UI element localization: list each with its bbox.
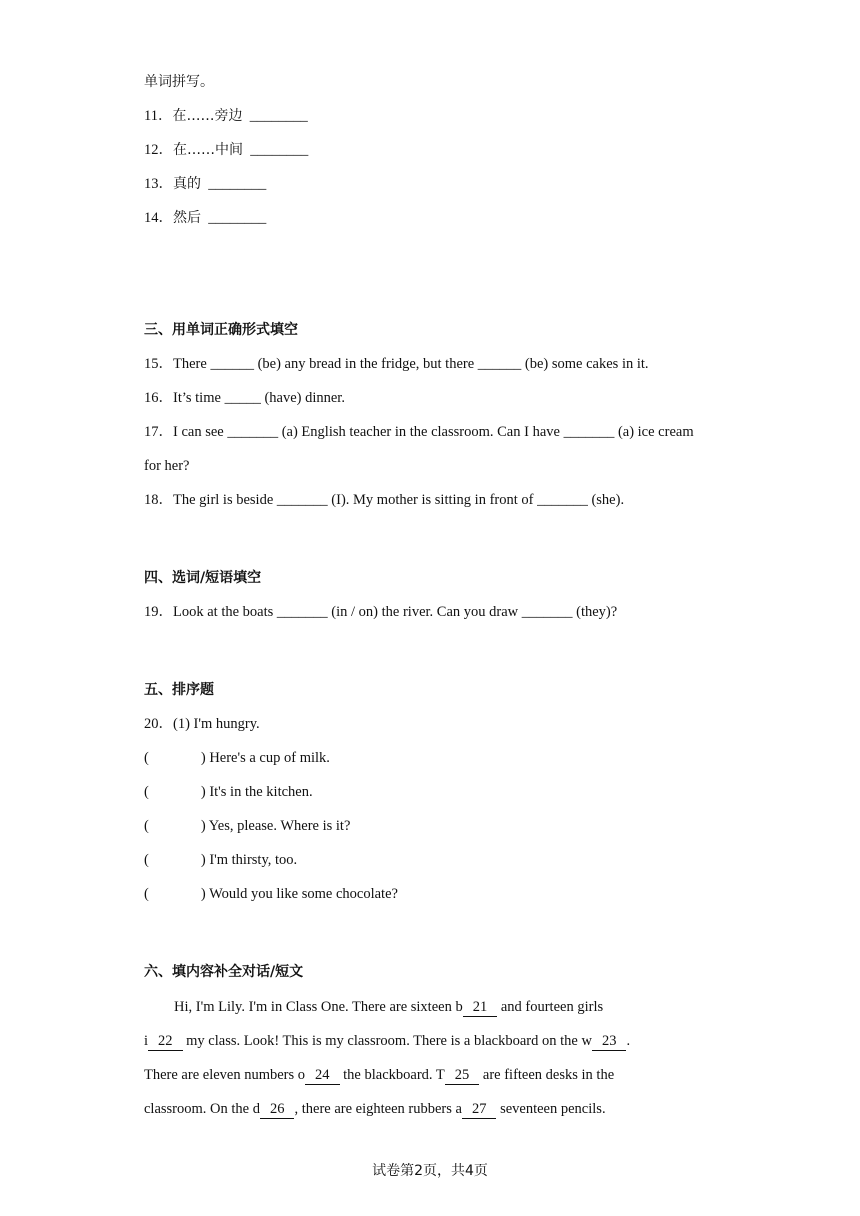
answer-blank[interactable]: _______	[563, 424, 615, 440]
close-paren: )	[200, 784, 206, 800]
ordering-item-text: I'm thirsty, too.	[209, 852, 298, 868]
passage-text: and fourteen girls	[500, 999, 604, 1015]
question-text: (she).	[591, 492, 625, 508]
question-text: (I). My mother is sitting in front of	[331, 492, 534, 508]
question-text: The girl is beside	[173, 492, 274, 508]
question-text: (have) dinner.	[264, 390, 345, 406]
passage-text: , there are eighteen rubbers a	[294, 1101, 462, 1117]
answer-blank[interactable]: _______	[276, 492, 328, 508]
cloze-blank-24[interactable]: 24	[305, 1066, 340, 1085]
answer-blank[interactable]: _______	[276, 604, 328, 620]
cloze-line-4	[144, 1099, 606, 1119]
question-text: 真的	[173, 176, 201, 192]
question-text: (be) some cakes in it.	[524, 356, 649, 372]
cloze-blank-27[interactable]: 27	[462, 1100, 497, 1119]
question-text: 然后	[173, 210, 201, 226]
open-paren: (	[144, 818, 149, 834]
question-text: 在……旁边	[172, 108, 243, 124]
passage-text: seventeen pencils.	[500, 1101, 606, 1117]
question-16	[144, 388, 345, 408]
passage-text: my class. Look! This is my classroom. There is a blackboard on the w	[186, 1033, 592, 1049]
passage-text: the blackboard. T	[343, 1067, 445, 1083]
ordering-item-text: Would you like some chocolate?	[209, 886, 398, 902]
close-paren: )	[200, 750, 206, 766]
question-19	[144, 602, 617, 622]
section-heading-spelling: 单词拼写。	[144, 74, 214, 90]
passage-text: .	[626, 1033, 631, 1049]
question-number: 13．	[144, 176, 173, 192]
question-number: 19．	[144, 604, 173, 620]
question-text: (in / on) the river. Can you draw	[331, 604, 519, 620]
cloze-line-2	[144, 1031, 630, 1051]
question-20	[144, 714, 260, 734]
question-15	[144, 354, 649, 374]
question-text: It’s time	[173, 390, 221, 406]
section-heading-word-forms: 三、用单词正确形式填空	[144, 322, 298, 338]
passage-text: Hi, I'm Lily. I'm in Class One. There are sixteen b	[174, 999, 463, 1015]
question-text: (they)?	[576, 604, 618, 620]
cloze-blank-26[interactable]: 26	[260, 1100, 295, 1119]
page-footer: 试卷第2页，共4页	[372, 1163, 488, 1179]
ordering-item	[144, 816, 350, 836]
question-number: 11．	[144, 108, 173, 124]
cloze-blank-21[interactable]: 21	[463, 998, 498, 1017]
question-12	[144, 140, 308, 160]
answer-blank[interactable]: _____	[224, 390, 261, 406]
answer-blank[interactable]: ________	[250, 142, 309, 158]
question-text: 在……中间	[173, 142, 243, 158]
ordering-item	[144, 748, 330, 768]
answer-blank[interactable]: ________	[208, 210, 267, 226]
question-11	[144, 106, 308, 126]
answer-blank[interactable]: _______	[227, 424, 279, 440]
passage-text: classroom. On the d	[144, 1101, 260, 1117]
answer-blank[interactable]: ________	[249, 108, 308, 124]
open-paren: (	[144, 852, 149, 868]
cloze-blank-23[interactable]: 23	[592, 1032, 627, 1051]
question-text: (1) I'm hungry.	[173, 716, 260, 732]
open-paren: (	[144, 886, 149, 902]
question-18	[144, 490, 624, 510]
passage-text: There are eleven numbers o	[144, 1067, 306, 1083]
question-text: (a) ice cream	[617, 424, 694, 440]
open-paren: (	[144, 784, 149, 800]
answer-blank[interactable]: ________	[208, 176, 267, 192]
question-number: 15．	[144, 356, 173, 372]
question-number: 14．	[144, 210, 173, 226]
ordering-item-text: Here's a cup of milk.	[209, 750, 330, 766]
question-text: I can see	[173, 424, 224, 440]
close-paren: )	[200, 852, 206, 868]
answer-blank[interactable]: _______	[537, 492, 588, 508]
ordering-item-text: It's in the kitchen.	[209, 784, 313, 800]
section-heading-cloze: 六、填内容补全对话/短文	[144, 964, 304, 980]
open-paren: (	[144, 750, 149, 766]
passage-text: are fifteen desks in the	[482, 1067, 615, 1083]
cloze-line-3	[144, 1065, 614, 1085]
question-17-continued: for her?	[144, 458, 190, 474]
question-number: 20．	[144, 716, 173, 732]
answer-blank[interactable]: ______	[210, 356, 254, 372]
question-text: (a) English teacher in the classroom. Can I have	[281, 424, 560, 440]
question-number: 16．	[144, 390, 173, 406]
ordering-item	[144, 850, 297, 870]
question-text: Look at the boats	[173, 604, 274, 620]
question-13	[144, 174, 266, 194]
ordering-item-text: Yes, please. Where is it?	[208, 818, 351, 834]
cloze-line-1	[174, 997, 603, 1017]
cloze-blank-22[interactable]: 22	[148, 1032, 183, 1051]
question-14	[144, 208, 266, 228]
answer-blank[interactable]: _______	[521, 604, 573, 620]
section-heading-ordering: 五、排序题	[144, 682, 214, 698]
section-heading-choose-words: 四、选词/短语填空	[144, 570, 262, 586]
question-text: There	[173, 356, 207, 372]
cloze-blank-25[interactable]: 25	[445, 1066, 480, 1085]
question-17	[144, 422, 694, 442]
answer-blank[interactable]: ______	[477, 356, 522, 372]
passage-text: i	[144, 1033, 149, 1049]
close-paren: )	[200, 886, 206, 902]
question-number: 12．	[144, 142, 173, 158]
ordering-item	[144, 782, 313, 802]
question-number: 18．	[144, 492, 173, 508]
question-number: 17．	[144, 424, 173, 440]
close-paren: )	[200, 818, 206, 834]
ordering-item	[144, 884, 398, 904]
question-text: (be) any bread in the fridge, but there	[257, 356, 475, 372]
